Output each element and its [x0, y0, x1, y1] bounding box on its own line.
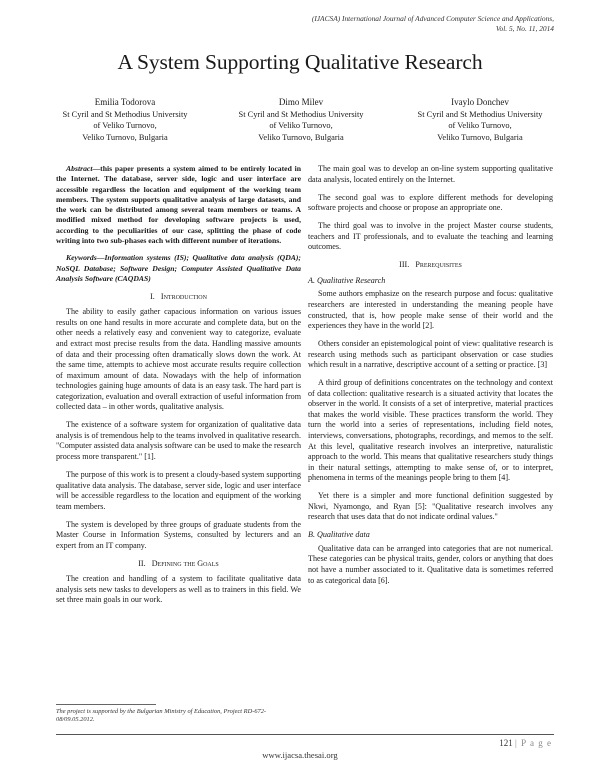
author-block-3 [380, 97, 580, 143]
keywords: Keywords—Information systems (IS); Qualitative data analysis (QDA); NoSQL Database; Software Design; Computer Assisted Qualitative Data Analysis Software (CAQDAS) [56, 253, 301, 283]
paragraph: The creation and handling of a system to facilitate qualitative data analysis sets new tasks to developers as well as to trainers in this field. We set three main goals in our work. [56, 574, 301, 605]
paragraph: The ability to easily gather capacious information on various issues results on one hand results in more accurate and complete data, but on the other needs a relatively easy and convenient way to categorize, evaluate and extract most precise results from the data. Handling massive amounts of data and their processing often dramatically slows down the work. At the same time, attempts to achieve most accurate results require collection of maximum amount of data. Nowadays with the help of information technologies gaining huge amounts of data is an easy task. The hard part is categorization, evaluation and overall extraction of useful information from collected data – in other words, qualitative analysis. [56, 307, 301, 412]
footer-divider [56, 734, 554, 735]
paragraph: The third goal was to involve in the project Master course students, teachers and IT professionals, and to evaluate the teaching and learning outcomes. [308, 221, 553, 252]
subsection-heading-qualitative-research: A. Qualitative Research [308, 275, 386, 285]
section-number: I. [150, 291, 155, 301]
author-location: Veliko Turnovo, Bulgaria [258, 132, 344, 142]
author-affiliation: of Veliko Turnovo, [448, 121, 512, 131]
author-affiliation: St Cyril and St Methodius University [238, 110, 364, 120]
journal-header [194, 14, 554, 33]
author-location: Veliko Turnovo, Bulgaria [82, 132, 168, 142]
footnote: The project is supported by the Bulgarian Ministry of Education, Project RD-672-08/09.05.2012. [56, 708, 267, 723]
author-affiliation: of Veliko Turnovo, [269, 121, 333, 131]
author-name: Emilia Todorova [94, 97, 156, 107]
section-heading-introduction [56, 292, 301, 303]
author-name: Dimo Milev [278, 97, 324, 107]
abstract [56, 164, 301, 246]
left-column [56, 164, 301, 613]
journal-line-2: Vol. 5, No. 11, 2014 [495, 23, 554, 33]
paper-title: A System Supporting Qualitative Research [117, 50, 483, 74]
paragraph: The main goal was to develop an on-line system supporting qualitative data analysis, located entirely on the Internet. [308, 164, 553, 184]
section-number: III. [399, 260, 410, 270]
paragraph: The existence of a software system for organization of qualitative data analysis is of tremendous help to the teams involved in qualitative research. "Computer assisted data analysis software can be used to make the research process more transparent." [1]. [56, 420, 301, 461]
author-location: Veliko Turnovo, Bulgaria [437, 132, 523, 142]
page-number-value: 121 [499, 738, 513, 748]
paragraph: Others consider an epistemological point of view: qualitative research is research using methods such as participant observation or case studies which result in a narrative, descriptive account of a setting or practice. [3] [308, 339, 553, 370]
journal-line-1: (IJACSA) International Journal of Advanced Computer Science and Applications, [311, 14, 554, 23]
paragraph: Qualitative data can be arranged into categories that are not numerical. These categories can be physical traits, gender, colors or anything that does not have a number associated to it. Qualitative data is sometimes referred to as categorical data [6]. [308, 543, 553, 585]
paragraph: The second goal was to explore different methods for developing software projects and choose or propose an appropriate one. [308, 192, 553, 213]
section-heading-goals [56, 559, 301, 570]
author-affiliation: St Cyril and St Methodius University [62, 110, 188, 120]
page-label: | P a g e [515, 738, 552, 748]
author-affiliation: of Veliko Turnovo, [93, 121, 157, 131]
section-title: Defining the Goals [151, 558, 219, 568]
right-column [308, 164, 553, 594]
section-heading-prerequisites [308, 260, 553, 271]
section-number: II. [138, 558, 146, 568]
paragraph: Yet there is a simpler and more functional definition suggested by Nkwi, Nyamongo, and Ryan [5]: "Qualitative research involves any research that uses data that do not indicate ordinal values." [308, 491, 553, 522]
paragraph: Some authors emphasize on the research purpose and focus: qualitative researchers are interested in understanding the meaning people have constructed, that is, how people make sense of their world and the experiences they have in the world [2]. [308, 289, 553, 331]
author-name: Ivaylo Donchev [451, 97, 509, 107]
author-block-2 [201, 97, 401, 143]
section-title: Prerequisites [415, 260, 462, 270]
abstract-text: this paper presents a system aimed to be entirely located in the Internet. The database, server side, logic and user interface are accessible regardless the location and equipment of the working team members. The system supports qualitative analysis of large datasets, and the work can be distributed among several team members or teams. A modified mixed method for developing software projects is used, according to the peculiarities of our case, splitting the phase of code writing into two sub-phases each with different number of iterations. [56, 164, 301, 246]
abstract-label: Abstract— [66, 164, 101, 173]
paragraph: The purpose of this work is to present a cloudy-based system supporting qualitative data analysis. The database, server side, logic and user interface will be accessible regardless to the location and equipment of the working team members. [56, 469, 301, 511]
page-number [499, 738, 552, 748]
journal-website-link[interactable]: www.ijacsa.thesai.org [262, 750, 338, 760]
section-title: Introduction [160, 291, 207, 301]
subsection-heading-qualitative-data: B. Qualitative data [308, 530, 370, 540]
author-affiliation: St Cyril and St Methodius University [417, 110, 543, 120]
paragraph: A third group of definitions concentrates on the technology and context of data collection: qualitative research is a situated activity that locates the observer in the world. It consists of a set of interpretive, material practices that makes the world visible. These practices transform the world. They turn the world into a series of representations, including field notes, interviews, conversations, photographs, recordings, and memos to the self. At this level, qualitative research involves an interpretive, naturalistic approach to the world. This means that qualitative researchers study things in their natural settings, attempting to make sense of, or to interpret, phenomena in terms of the meanings people bring to them [4]. [308, 378, 553, 483]
author-block-1 [25, 97, 225, 143]
paragraph: The system is developed by three groups of graduate students from the Master Course in Information Systems, consulted by lecturers and an expert from an IT company. [56, 519, 301, 550]
footnote-divider [56, 704, 156, 705]
